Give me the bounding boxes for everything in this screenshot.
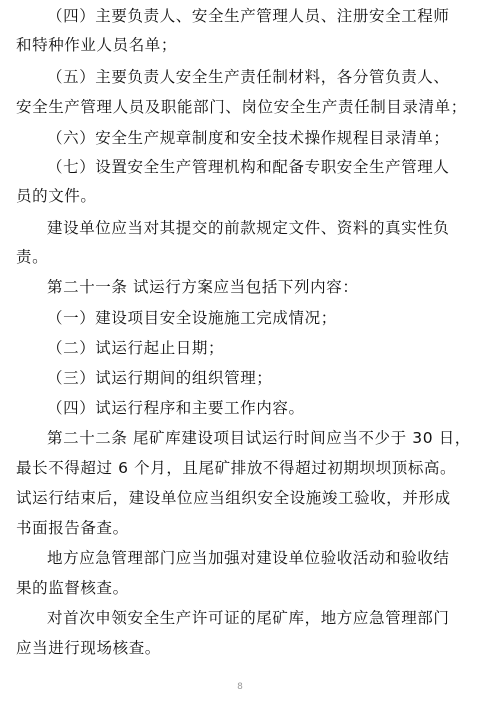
text-line: （一）建设项目安全设施施工完成情况； <box>47 309 337 327</box>
text-line: 书面报告备查。 <box>16 519 129 537</box>
text-line: 果的监督核查。 <box>16 579 129 597</box>
text-line: （四）主要负责人、安全生产管理人员、注册安全工程师 <box>47 7 450 25</box>
text-line: 对首次申领安全生产许可证的尾矿库，地方应急管理部门 <box>47 609 450 627</box>
article-heading: 第二十二条 尾矿库建设项目试运行时间应当不少于 30 日， <box>47 429 471 447</box>
text-line: （三）试运行期间的组织管理； <box>47 369 273 387</box>
text-line: 最长不得超过 6 个月，且尾矿排放不得超过初期坝坝顶标高。 <box>16 459 457 477</box>
text-line: 安全生产管理人员及职能部门、岗位安全生产责任制目录清单； <box>16 98 467 116</box>
text-line: （五）主要负责人安全生产责任制材料，各分管负责人、 <box>47 68 450 86</box>
text-line: 员的文件。 <box>16 187 97 205</box>
text-line: 责。 <box>16 248 49 266</box>
text-line: 地方应急管理部门应当加强对建设单位验收活动和验收结 <box>47 549 450 567</box>
text-line: （四）试运行程序和主要工作内容。 <box>47 399 305 417</box>
text-line: （二）试运行起止日期； <box>47 339 225 357</box>
article-heading: 第二十一条 试运行方案应当包括下列内容： <box>47 278 359 296</box>
text-line: （七）设置安全生产管理机构和配备专职安全生产管理人 <box>47 158 450 176</box>
text-line: 应当进行现场核查。 <box>16 639 161 657</box>
page-number: 8 <box>237 682 243 692</box>
text-line: （六）安全生产规章制度和安全技术操作规程目录清单； <box>47 129 450 147</box>
text-line: 试运行结束后，建设单位应当组织安全设施竣工验收，并形成 <box>16 489 451 507</box>
text-line: 建设单位应当对其提交的前款规定文件、资料的真实性负 <box>47 219 450 237</box>
text-line: 和特种作业人员名单； <box>16 36 178 54</box>
